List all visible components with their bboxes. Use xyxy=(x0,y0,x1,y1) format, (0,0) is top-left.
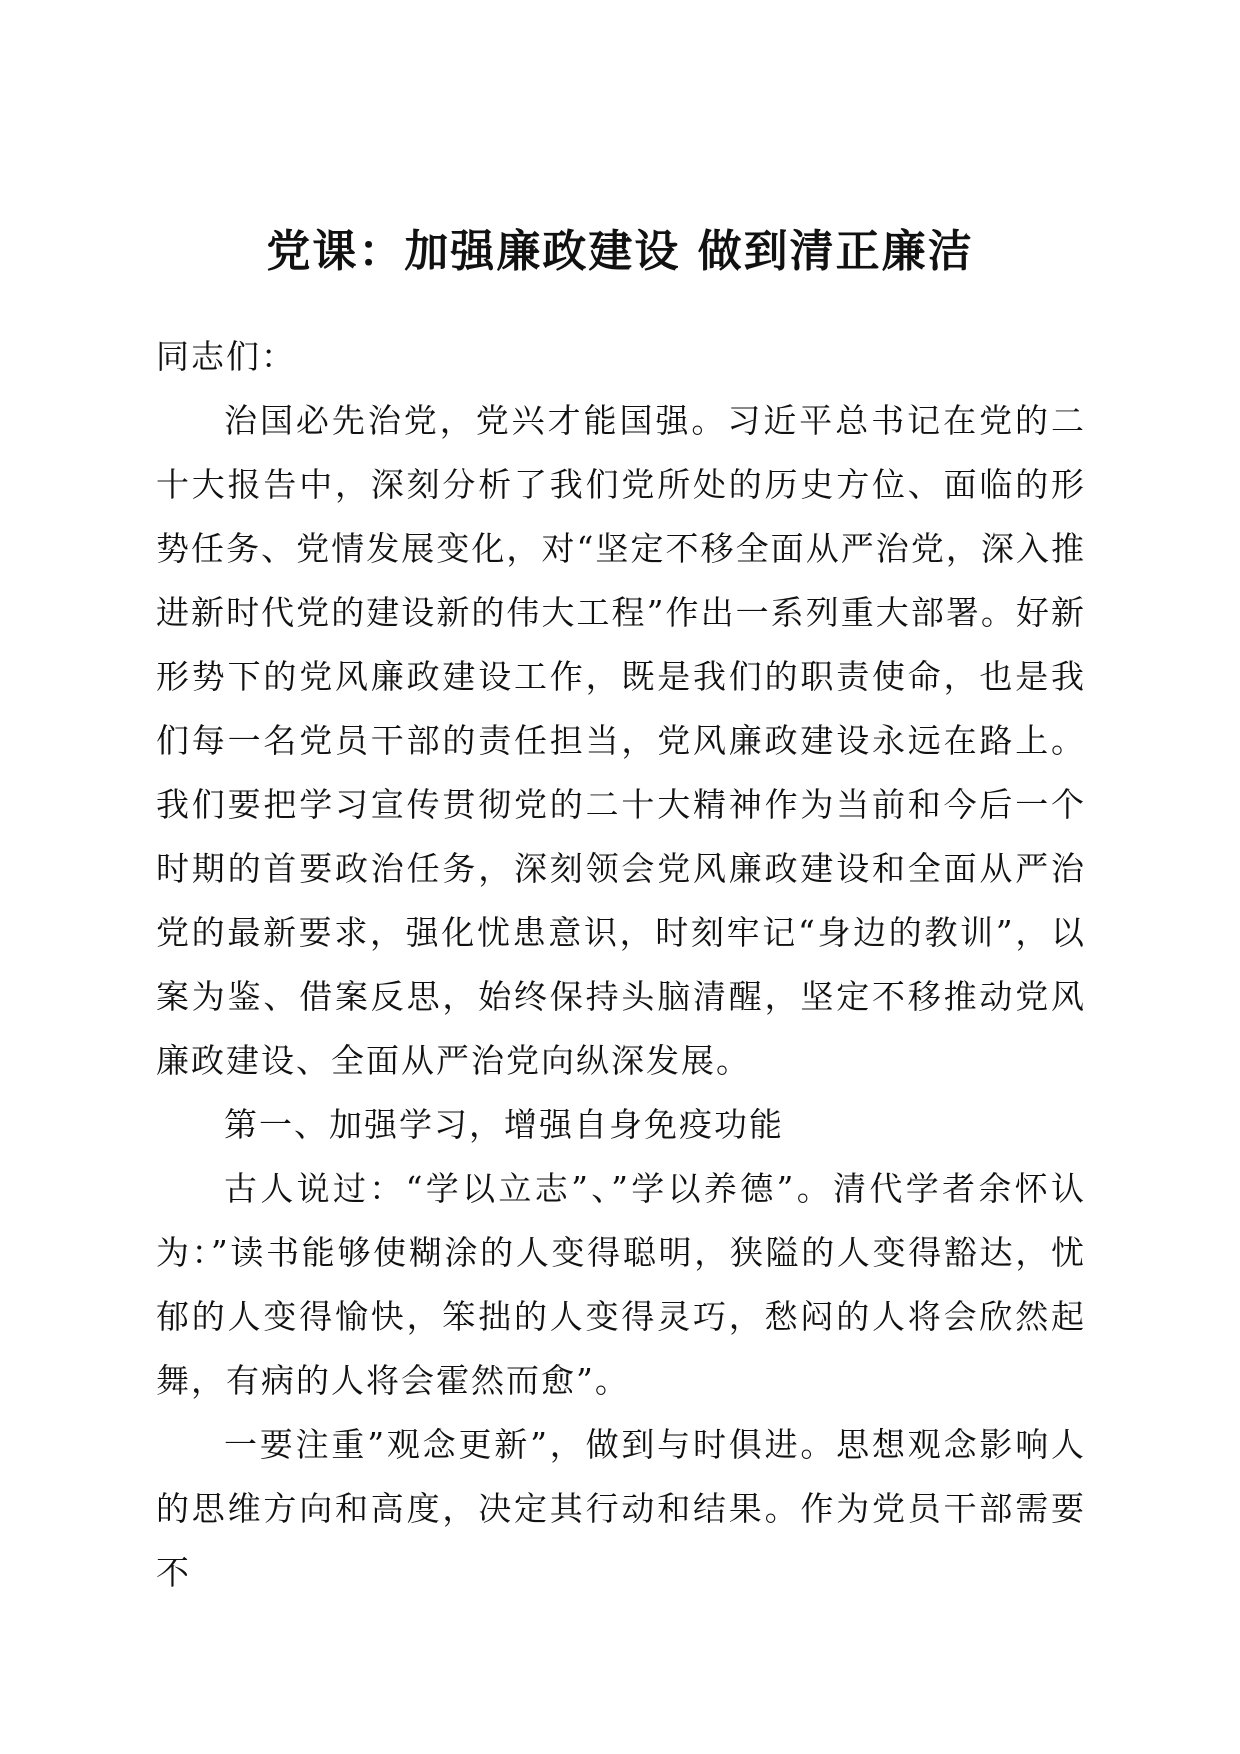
salutation: 同志们： xyxy=(156,337,296,376)
section-heading-1: 第一、加强学习，增强自身免疫功能 xyxy=(224,1105,784,1144)
paragraph-quote: 古人说过：“学以立志”、”学以养德”。清代学者余怀认为：”读书能够使糊涂的人变得聪明，狭隘的人变得豁达，忧郁的人变得愉快，笨拙的人变得灵巧，愁闷的人将会欣然起舞，有病的人将会霍然而愈”。 xyxy=(156,1169,1086,1400)
paragraph-intro: 治国必先治党，党兴才能国强。习近平总书记在党的二十大报告中，深刻分析了我们党所处的历史方位、面临的形势任务、党情发展变化，对“坚定不移全面从严治党，深入推进新时代党的建设新的伟大工程”作出一系列重大部署。好新形势下的党风廉政建设工作，既是我们的职责使命，也是我们每一名党员干部的责任担当，党风廉政建设永远在路上。我们要把学习宣传贯彻党的二十大精神作为当前和今后一个时期的首要政治任务，深刻领会党风廉政建设和全面从严治党的最新要求，强化忧患意识，时刻牢记“身边的教训”，以案为鉴、借案反思，始终保持头脑清醒，坚定不移推动党风廉政建设、全面从严治党向纵深发展。 xyxy=(156,401,1086,1080)
paragraph-point-1: 一要注重”观念更新”，做到与时俱进。思想观念影响人的思维方向和高度，决定其行动和结果。作为党员干部需要不 xyxy=(156,1425,1086,1592)
document-body xyxy=(156,325,1086,1605)
document-title: 党课：加强廉政建设 做到清正廉洁 xyxy=(266,226,974,277)
